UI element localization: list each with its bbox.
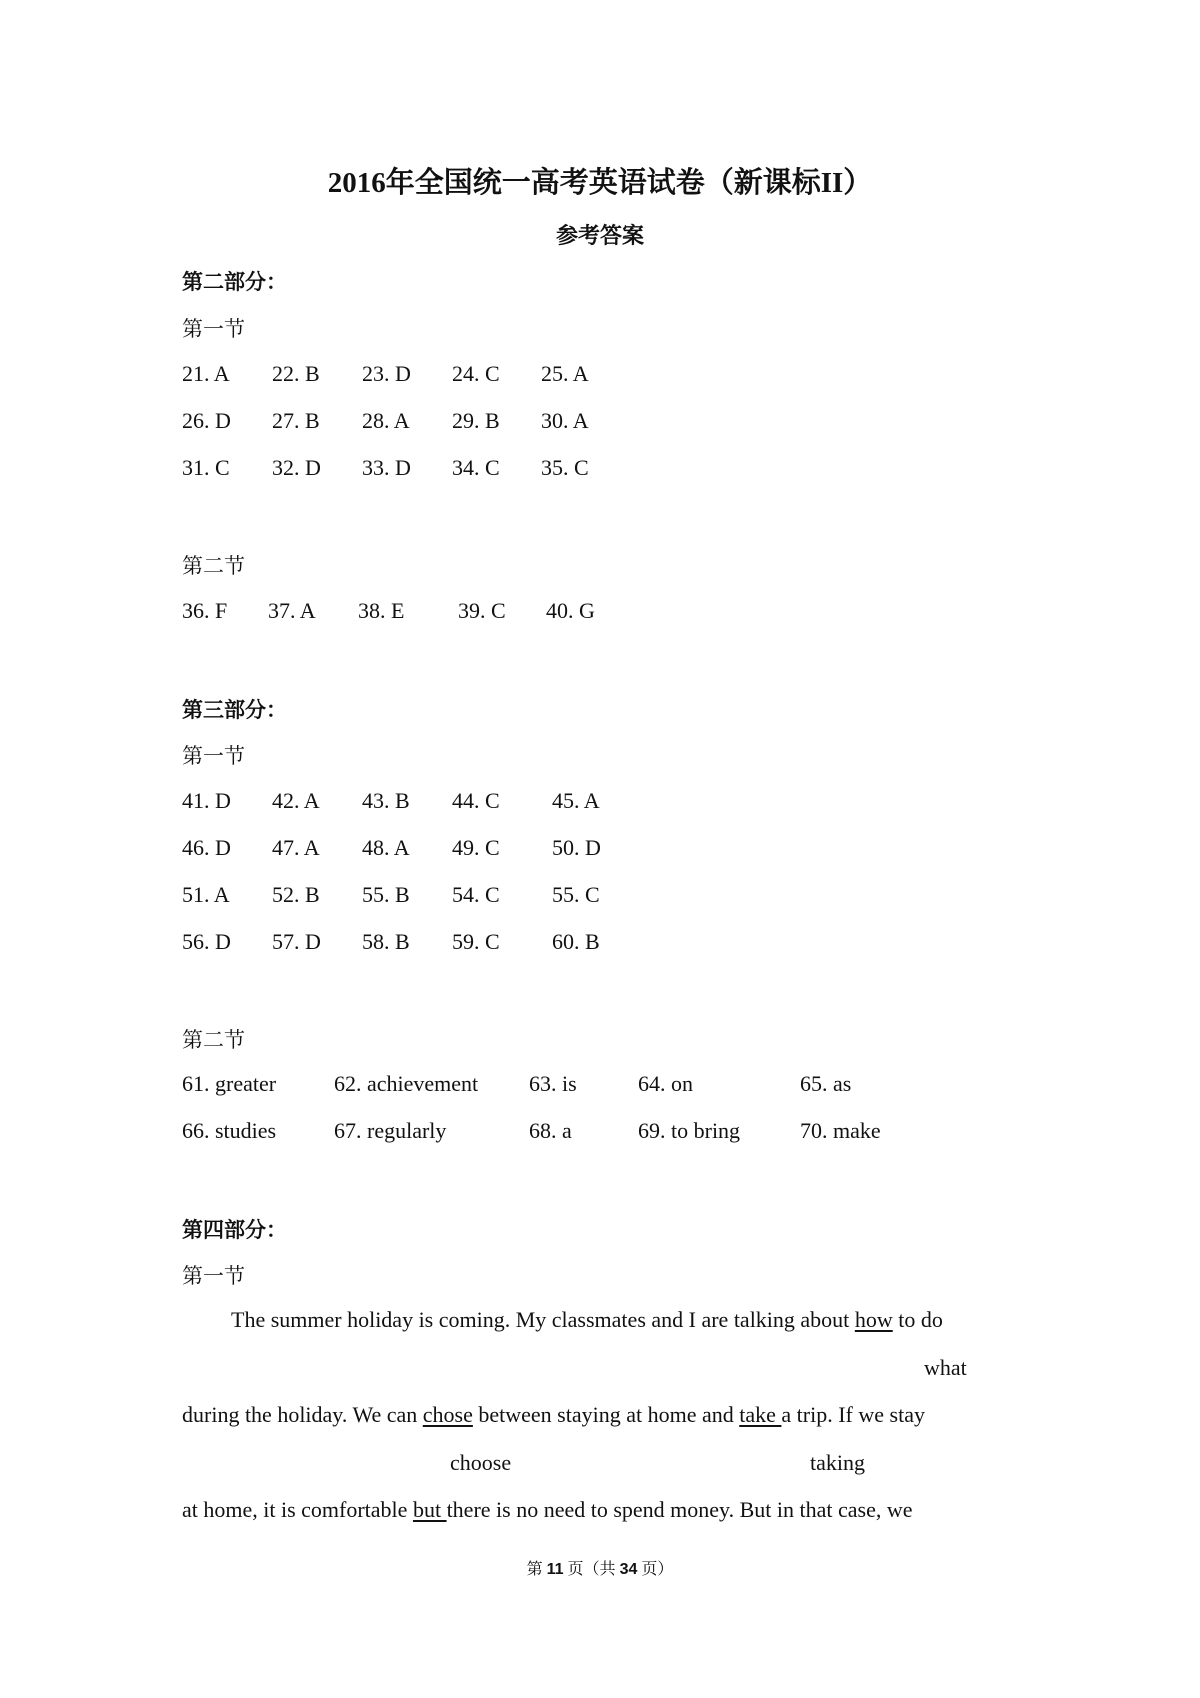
- answer-item: 61. greater: [182, 1071, 277, 1096]
- answer-item: 67. regularly: [334, 1118, 447, 1143]
- answer-item: 26. D: [182, 408, 231, 433]
- part3-sec1-heading: 第一节: [182, 744, 245, 768]
- essay-text: The summer holiday is coming. My classmates and I are talking about: [231, 1307, 855, 1332]
- correction-text: taking: [810, 1450, 865, 1475]
- part3-sec2-heading: 第二节: [182, 1028, 245, 1052]
- answer-item: 30. A: [541, 408, 589, 433]
- answer-item: 59. C: [452, 929, 500, 954]
- part4-sec1-heading: 第一节: [182, 1264, 245, 1288]
- answer-item: 36. F: [182, 598, 228, 623]
- footer-text: 第: [526, 1561, 547, 1578]
- answer-item: 23. D: [362, 361, 411, 386]
- answer-item: 62. achievement: [334, 1071, 479, 1096]
- answer-item: 65. as: [800, 1071, 852, 1096]
- answer-item: 45. A: [552, 788, 600, 813]
- answer-item: 39. C: [458, 598, 506, 623]
- answer-item: 35. C: [541, 455, 589, 480]
- error-underlined: how: [854, 1307, 893, 1332]
- answer-item: 38. E: [358, 598, 405, 623]
- essay-text: at home, it is comfortable: [182, 1497, 413, 1522]
- essay-text: there is no need to spend money. But in that case, we: [446, 1497, 913, 1522]
- footer-text: 页（共: [563, 1561, 620, 1578]
- answer-item: 25. A: [541, 361, 589, 386]
- answer-item: 51. A: [182, 882, 230, 907]
- error-underlined: but: [412, 1497, 447, 1522]
- answer-item: 49. C: [452, 835, 500, 860]
- answer-item: 41. D: [182, 788, 231, 813]
- answer-item: 60. B: [552, 929, 600, 954]
- error-underlined: chose: [422, 1402, 473, 1427]
- answer-item: 40. G: [546, 598, 595, 623]
- answer-item: 37. A: [268, 598, 316, 623]
- answer-item: 46. D: [182, 835, 231, 860]
- answer-item: 69. to bring: [638, 1118, 741, 1143]
- answer-item: 22. B: [272, 361, 320, 386]
- answer-item: 32. D: [272, 455, 321, 480]
- error-underlined: take: [739, 1402, 782, 1427]
- part2-heading: 第二部分：: [182, 270, 287, 294]
- page-footer: [0, 1556, 1200, 1579]
- answer-item: 48. A: [362, 835, 410, 860]
- essay-text: to do: [892, 1307, 943, 1332]
- document-title: 2016年全国统一高考英语试卷（新课标II）: [327, 167, 873, 199]
- answer-item: 44. C: [452, 788, 500, 813]
- answer-item: 63. is: [529, 1071, 577, 1096]
- answer-item: 57. D: [272, 929, 321, 954]
- correction-text: what: [924, 1355, 967, 1380]
- document-subtitle: 参考答案: [555, 223, 644, 248]
- answer-item: 55. C: [552, 882, 600, 907]
- answer-item: 68. a: [529, 1118, 572, 1143]
- essay-text: between staying at home and: [472, 1402, 740, 1427]
- answer-item: 42. A: [272, 788, 320, 813]
- essay-text: during the holiday. We can: [182, 1402, 423, 1427]
- answer-item: 50. D: [552, 835, 601, 860]
- answer-item: 29. B: [452, 408, 500, 433]
- essay-line-3: [182, 1497, 913, 1523]
- footer-text: 页）: [637, 1561, 674, 1578]
- part4-heading: 第四部分：: [182, 1218, 287, 1242]
- answer-item: 56. D: [182, 929, 231, 954]
- answer-item: 55. B: [362, 882, 410, 907]
- essay-text: a trip. If we stay: [781, 1402, 925, 1427]
- page-total: 34: [619, 1561, 638, 1578]
- answer-item: 54. C: [452, 882, 500, 907]
- answer-item: 21. A: [182, 361, 230, 386]
- essay-line-1: [231, 1307, 943, 1333]
- page-number: 11: [546, 1561, 564, 1578]
- answer-item: 33. D: [362, 455, 411, 480]
- answer-item: 24. C: [452, 361, 500, 386]
- answer-item: 64. on: [638, 1071, 693, 1096]
- answer-item: 52. B: [272, 882, 320, 907]
- answer-item: 58. B: [362, 929, 410, 954]
- answer-item: 70. make: [800, 1118, 881, 1143]
- part2-sec2-heading: 第二节: [182, 554, 245, 578]
- answer-item: 27. B: [272, 408, 320, 433]
- answer-item: 34. C: [452, 455, 500, 480]
- answer-item: 31. C: [182, 455, 230, 480]
- part2-sec1-heading: 第一节: [182, 317, 245, 341]
- essay-line-2: [182, 1402, 925, 1428]
- answer-item: 66. studies: [182, 1118, 277, 1143]
- answer-item: 43. B: [362, 788, 410, 813]
- answer-item: 47. A: [272, 835, 320, 860]
- part3-heading: 第三部分：: [182, 698, 287, 722]
- answer-item: 28. A: [362, 408, 410, 433]
- correction-text: choose: [450, 1450, 512, 1475]
